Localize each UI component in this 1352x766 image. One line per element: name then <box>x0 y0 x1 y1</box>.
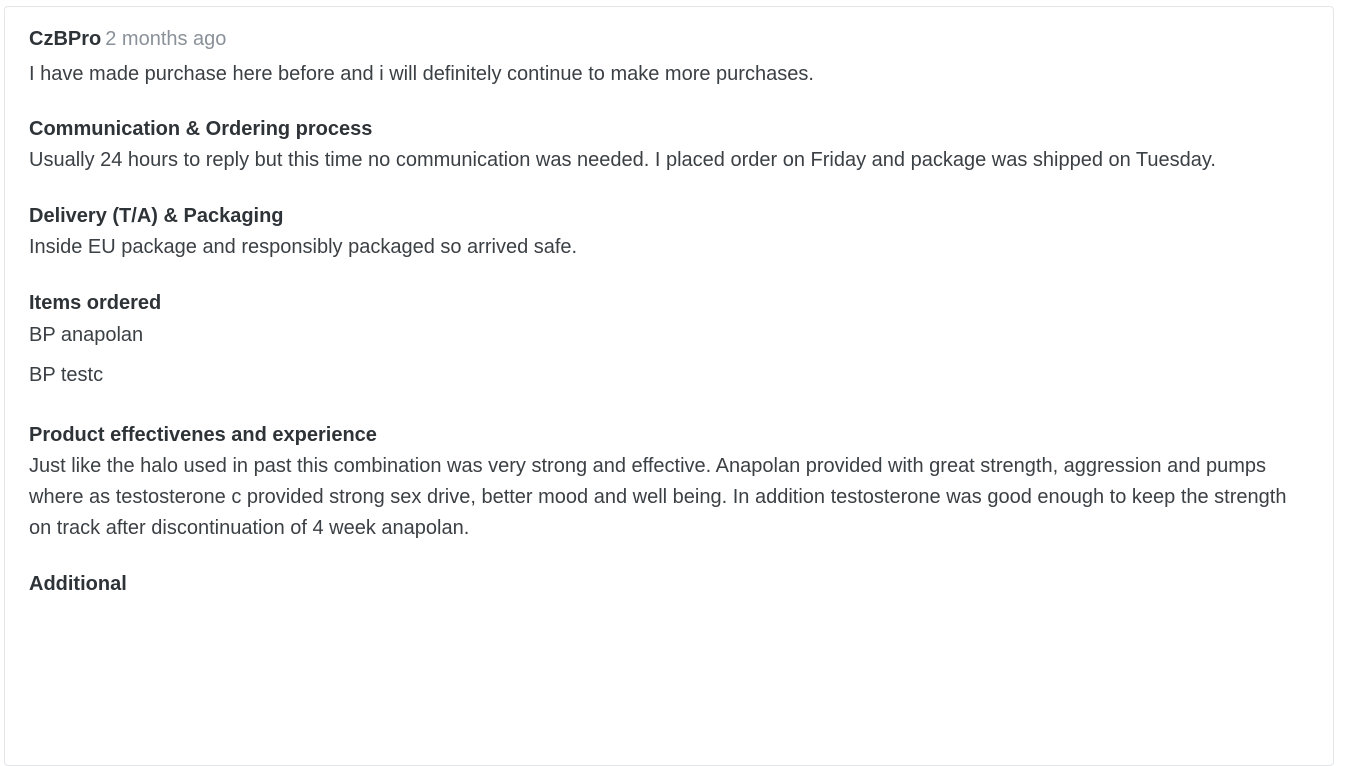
review-card <box>4 6 1334 766</box>
section-title-delivery: Delivery (T/A) & Packaging <box>29 205 284 227</box>
list-item: BP anapolan <box>29 324 144 346</box>
section-body-delivery: Inside EU package and responsibly packaged so arrived safe. <box>29 236 578 258</box>
review-header <box>29 25 1309 53</box>
items-ordered-list <box>29 315 1309 395</box>
review-intro-text: I have made purchase here before and i will definitely continue to make more purchases. <box>29 63 814 85</box>
review-section-items-ordered <box>29 289 1309 395</box>
review-section-delivery <box>29 202 1309 263</box>
review-timestamp: 2 months ago <box>105 28 227 50</box>
section-title-items-ordered: Items ordered <box>29 292 162 314</box>
review-section-effectiveness <box>29 421 1309 544</box>
section-body-effectiveness: Just like the halo used in past this combination was very strong and effective. Anapolan provided with great strength, aggression and pumps where as testosterone c provided strong sex drive, better mood and well being. In addition testosterone was good enough to keep the strength on track after discontinuation of 4 week anapolan. <box>29 455 1287 539</box>
review-section-communication <box>29 115 1309 176</box>
section-title-communication: Communication & Ordering process <box>29 118 373 140</box>
section-title-effectiveness: Product effectivenes and experience <box>29 424 377 446</box>
review-author: CzBPro <box>29 28 102 50</box>
section-title-additional-partial: Additional <box>29 573 127 595</box>
list-item: BP testc <box>29 364 104 386</box>
section-body-communication: Usually 24 hours to reply but this time no communication was needed. I placed order on Friday and package was shipped on Tuesday. <box>29 149 1216 171</box>
